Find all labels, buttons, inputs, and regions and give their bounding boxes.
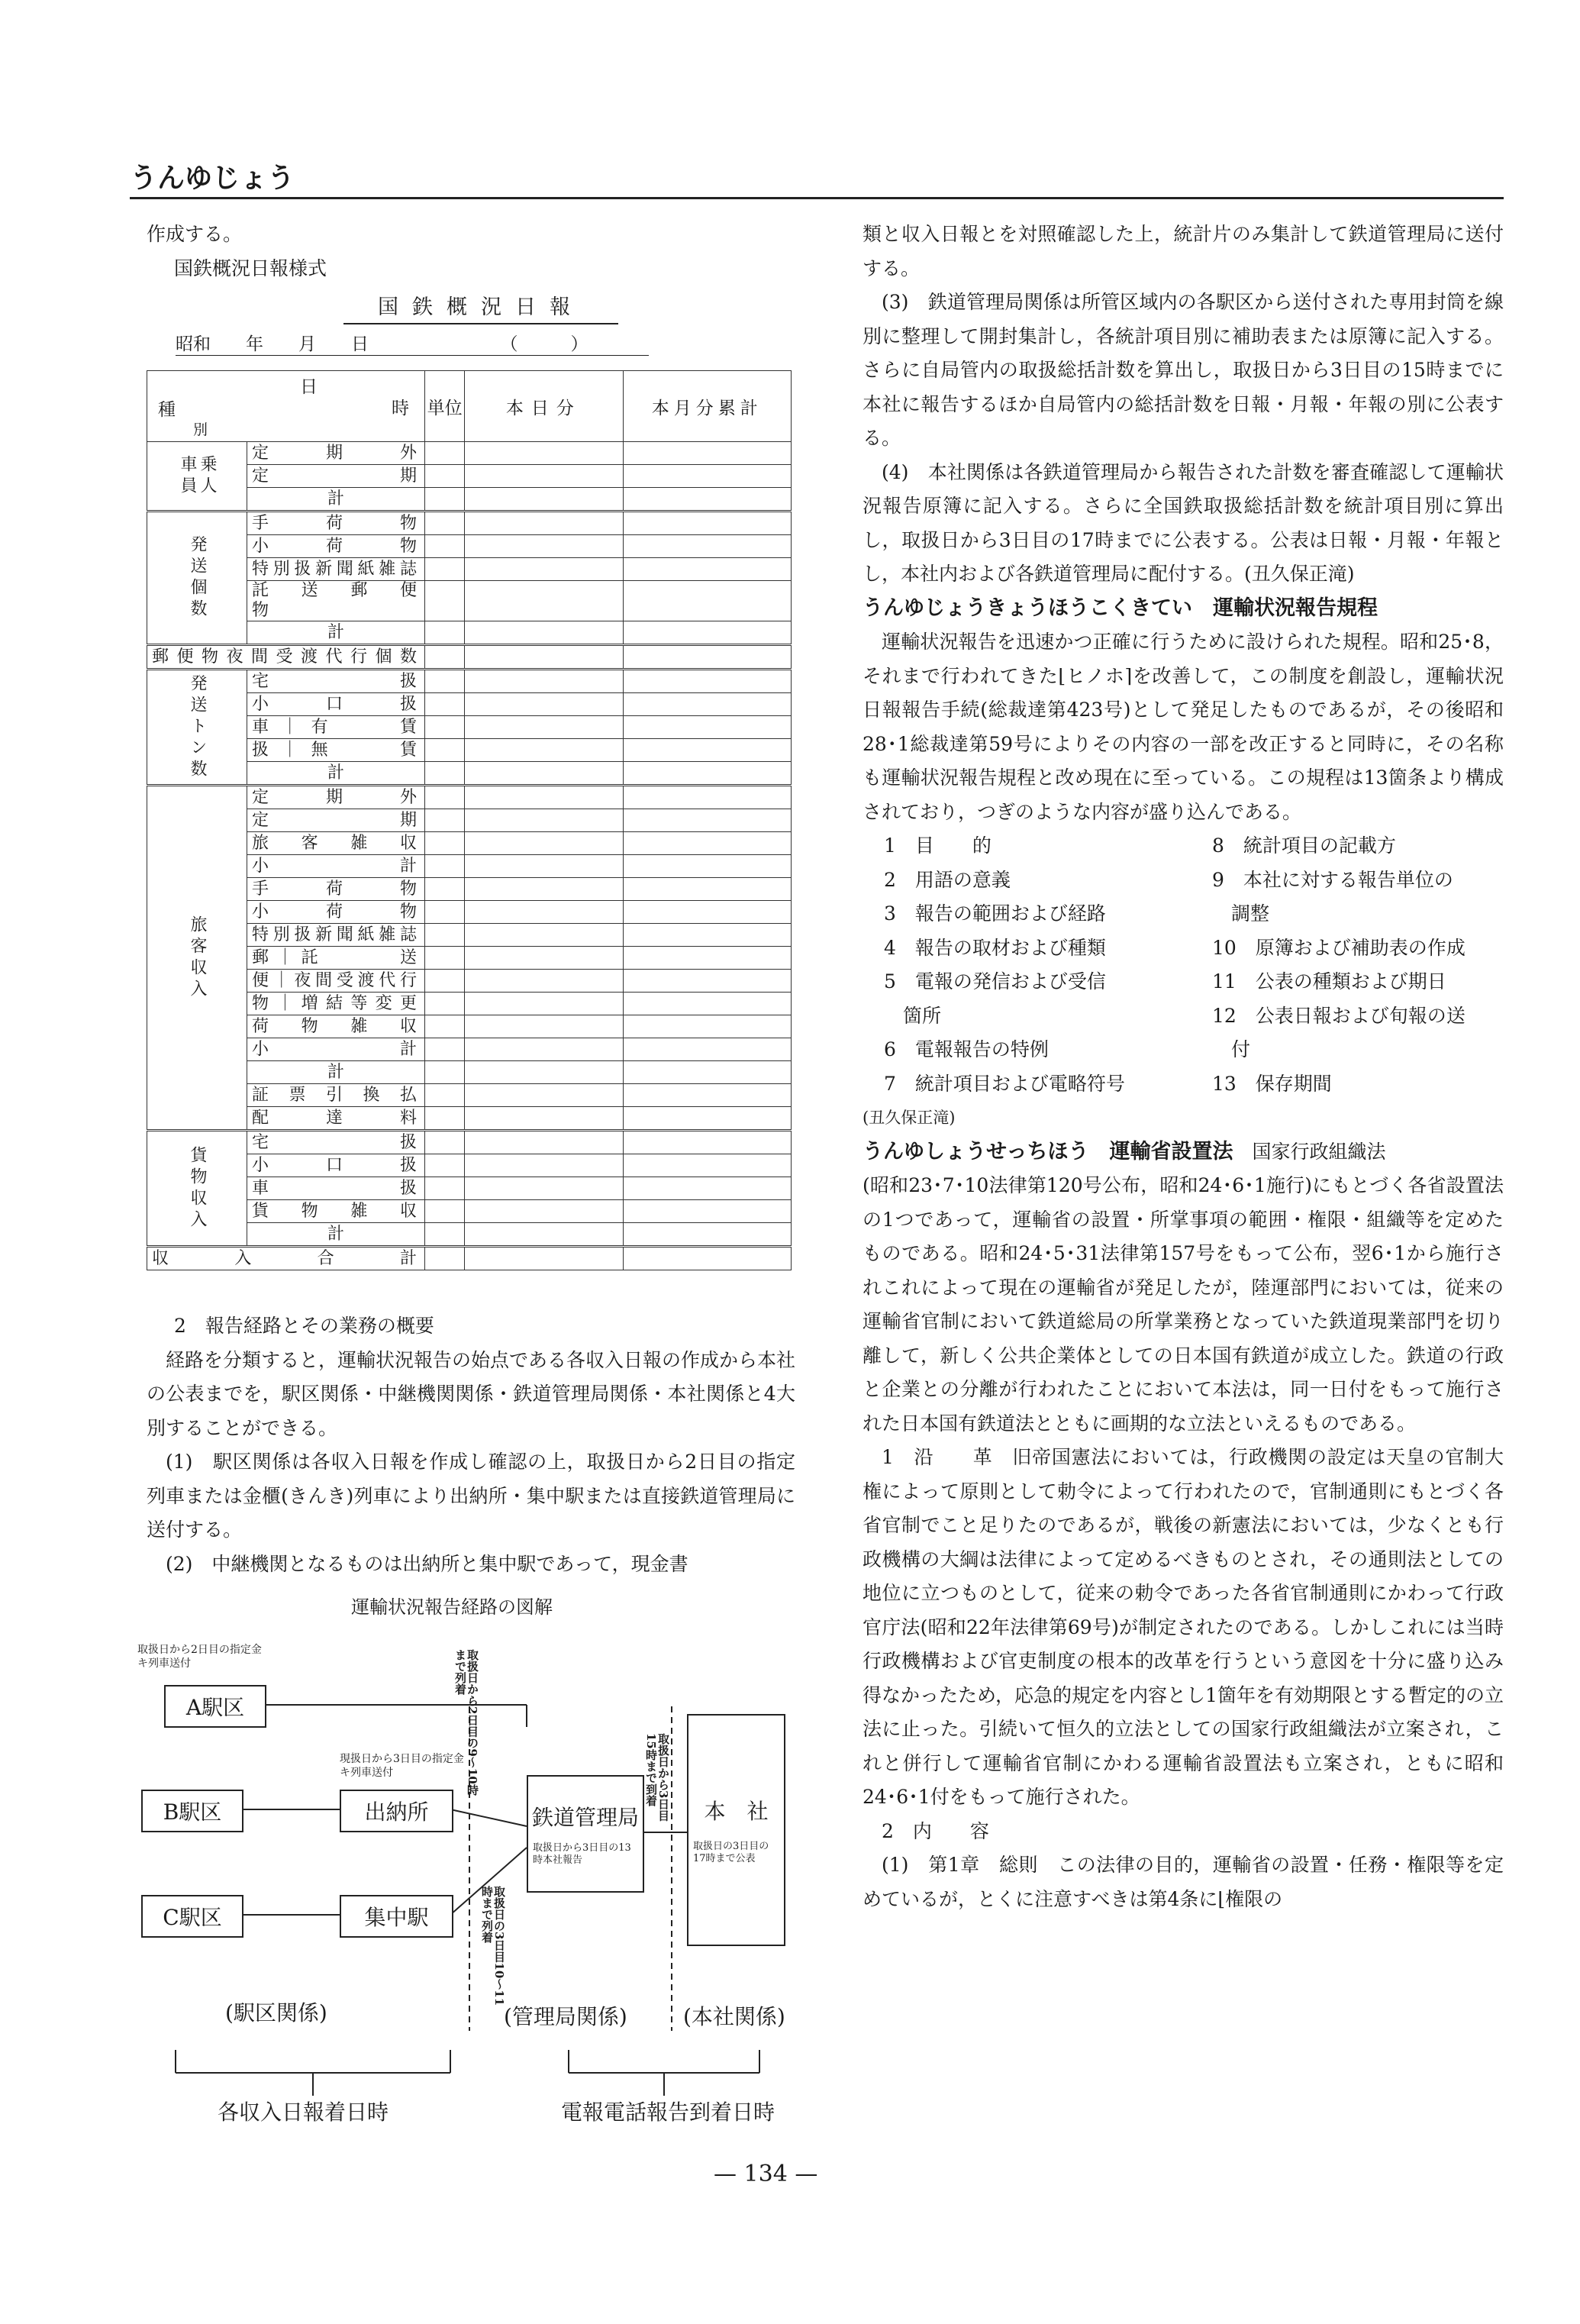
form-row-label: 物｜増結等変更: [247, 993, 425, 1015]
form-group-label: 貨物収入: [147, 1131, 247, 1247]
entry2-body-2: 1 沿 革 旧帝国憲法においては，行政機関の設定は天皇の官制大権によって原則として勅令によって行われたので，官制通則にもとづく各省官制でこと足りたのであるが，戦後の新憲法においては，少なくとも行政機構の大綱は法律によって定めるべきものとされ，その通則法としての地位に立つものとして，従来の勅令であった各省官制通則にかわって行政官庁法(昭和22年法律第69号)が制定されたのである。しかしこれには当時行政機構および官吏制度の根本的改革を行うという意図を十分に盛り込み得なかったため，応急的規定を内容とし1箇年を有効期限とする暫定的の立法に止った。引続いて恒久的立法としての国家行政組織法が立案され，これと併行して運輸省官制にかわる運輸省設置法も立案され，ともに昭和24･6･1付をもって施行された。: [863, 1446, 1504, 1808]
right-para-2: (3) 鉄道管理局関係は所管区域内の各駅区から送付された専用封筒を線別に整理して開封集計し，各統計項目別に補助表または原簿に記入する。さらに自局管内の取扱総括計数を算出し，取扱日から3日目の15時までに本社に報告するほか自局管内の総括計数を日報・月報・年報の別に公表する。: [863, 291, 1504, 449]
form-row-label: 小 計: [247, 1038, 425, 1061]
cashier-box: 出納所: [340, 1790, 453, 1832]
article-item: 9 本社に対する報告単位の: [1212, 868, 1453, 891]
intro-text: 作成する。: [147, 223, 243, 245]
form-row-label: 郵便物夜間受渡代行個数: [147, 645, 425, 670]
left-para-1: 経路を分類すると，運輸状況報告の始点である各収入日報の作成から本社の公表までを，駅区関係・中継機関関係・鉄道管理局関係・本社関係と4大別することができる。: [147, 1348, 796, 1439]
headquarters-box: [687, 1714, 785, 1946]
entry2-lead: 国家行政組織法: [1252, 1140, 1386, 1163]
form-row-label: 小 口 扱: [247, 693, 425, 716]
railway-bureau-box: [527, 1775, 644, 1893]
bottom-label-right: 電報電話報告到着日時: [561, 2100, 775, 2125]
head-unit: 単位: [424, 371, 464, 442]
note-a: 取扱日から2日目の指定金キ列車送付: [137, 1644, 262, 1670]
page-number: — 134 —: [714, 2161, 818, 2187]
article-item: 2 用語の意義: [884, 868, 1011, 891]
article-list-right: [1212, 829, 1502, 1101]
form-row-label: 収 入 合 計: [147, 1247, 425, 1270]
entry-heading-establishment-law: うんゆしょうせっちほう 運輸省設置法: [863, 1139, 1233, 1164]
form-group-label: 発送個数: [147, 512, 247, 645]
vnote-2: 取扱日の3日目10～11時まで列着: [480, 1886, 506, 2006]
article-item: 箇所: [884, 1004, 942, 1027]
form-row-label: 手 荷 物: [247, 878, 425, 901]
form-row-label: 手 荷 物: [247, 512, 425, 535]
form-row-label: 宅 扱: [247, 670, 425, 693]
article-item: 12 公表日報および旬報の送: [1212, 1004, 1466, 1027]
form-row-label: 証票引換払: [247, 1084, 425, 1107]
article-item: 付: [1212, 1038, 1251, 1060]
running-header: うんゆじょう: [130, 163, 295, 194]
form-row-label: 託 送 郵 便 物: [247, 581, 425, 621]
form-row-label: 宅 扱: [247, 1131, 425, 1154]
diagram-title: 運輸状況報告経路の図解: [351, 1596, 553, 1618]
right-column: [863, 218, 1504, 1916]
vnote-3: 取扱日から3日目15時まで到着: [644, 1733, 670, 1822]
form-row-label: 荷 物 雑 収: [247, 1015, 425, 1038]
station-c-box: C駅区: [141, 1895, 243, 1938]
entry1-signature: (丑久保正滝): [863, 1109, 956, 1127]
form-row-label: 定 期 外: [247, 442, 425, 465]
form-row-label: 計: [247, 621, 425, 645]
entry2-body-1: (昭和23･7･10法律第120号公布，昭和24･6･1施行)にもとづく各省設置法の1つであって，運輸省の設置・所掌事項の範囲・権限・組織等を定めたものである。昭和24･5･31法律第157号をもって公布，翌6･1から施行されこれによって現在の運輸省が発足したが，陸運部門においては，従来の運輸省官制において鉄道総局の所掌業務となっていた鉄道現業部門を切り離して，新しく公共企業体としての日本国有鉄道が成立した。鉄道の行政と企業との分離が行われたことにおいて本法は，同一日付をもって施行された日本国有鉄道法とともに画期的な立法といえるものである。: [863, 1174, 1504, 1435]
form-row-label: 小 口 扱: [247, 1154, 425, 1177]
form-row-label: 特別扱新聞紙雑誌: [247, 924, 425, 947]
form-row-label: 郵｜託 送: [247, 947, 425, 970]
form-row-label: 定 期: [247, 465, 425, 488]
form-row-label: 定 期: [247, 809, 425, 832]
form-row-label: 特別扱新聞紙雑誌: [247, 558, 425, 581]
left-para-3: (2) 中継機関となるものは出納所と集中駅であって，現金書: [166, 1552, 688, 1575]
article-item: 3 報告の範囲および経路: [884, 902, 1106, 925]
bureau-label: 鉄道管理局: [531, 1805, 639, 1830]
group-label-hq: (本社関係): [683, 2004, 785, 2029]
article-item: 5 電報の発信および受信: [884, 970, 1106, 993]
group-label-station: (駅区関係): [225, 2000, 327, 2025]
form-group-label: 乗人車員: [147, 442, 247, 512]
right-para-3: (4) 本社関係は各鉄道管理局から報告された計数を審査確認して運輸状況報告原簿に記入する。さらに全国鉄取扱総括計数を統計項目別に算出し，取扱日から3日目の17時までに公表する。公表は日報・月報・年報とし，本社内および各鉄道管理局に配付する。(丑久保正滝): [863, 460, 1504, 585]
entry2-body-3: 2 内 容: [882, 1819, 989, 1842]
article-item: 10 原簿および補助表の作成: [1212, 936, 1466, 959]
right-para-1: 類と収入日報とを対照確認した上，統計片のみ集計して鉄道管理局に送付する。: [863, 223, 1504, 279]
article-item: 4 報告の取材および種類: [884, 936, 1106, 959]
entry-body-report-rules: 運輸状況報告を迅速かつ正確に行うために設けられた規程。昭和25･8，それまで行われてきた⌊ヒノホ⌉を改善して，この制度を創設し，運輸状況日報報告手続(総裁達第423号)として発足したものであるが，その後昭和28･1総裁達第59号によりその内容の一部を改正すると同時に，その名称も運輸状況報告規程と改め現在に至っている。この規程は13箇条より構成されており，つぎのような内容が盛り込んである。: [863, 631, 1504, 823]
article-item: 7 統計項目および電略符号: [884, 1072, 1125, 1095]
hq-note: 取扱日の3日目の17時まで公表: [693, 1841, 769, 1864]
entry2-body-4: (1) 第1章 総則 この法律の目的，運輸省の設置・任務・権限等を定めているが，とくに注意すべきは第4条に⌊権限の: [863, 1854, 1504, 1910]
article-list: [863, 829, 1504, 1101]
form-row-label: 小 荷 物: [247, 901, 425, 924]
form-title: 国鉄概況日報: [343, 290, 618, 324]
form-row-label: 車 扱: [247, 1177, 425, 1200]
note-b: 現扱日から3日目の指定金キ列車送付: [340, 1753, 464, 1779]
form-group-label: 旅客収入: [147, 786, 247, 1131]
form-row-label: 配 達 料: [247, 1107, 425, 1131]
form-row-label: 計: [247, 1061, 425, 1084]
form-row-label: 便｜夜間受渡代行: [247, 970, 425, 993]
form-row-label: 車｜有 賃: [247, 716, 425, 739]
head-ji: 時: [391, 399, 409, 418]
form-row-label: 計: [247, 488, 425, 512]
head-month: 本月分累計: [623, 371, 792, 442]
head-hi: 日: [300, 377, 318, 397]
form-row-label: 扱｜無 賃: [247, 739, 425, 762]
station-a-box: A駅区: [164, 1685, 266, 1728]
section-heading-2: 2 報告経路とその業務の概要: [174, 1315, 434, 1337]
form-group-label: 発送トン数: [147, 670, 247, 786]
form-row-label: 小 荷 物: [247, 535, 425, 558]
left-para-2: (1) 駅区関係は各収入日報を作成し確認の上，取扱日から2日目の指定列車または金櫃(きんき)列車により出納所・集中駅または直接鉄道管理局に送付する。: [147, 1451, 795, 1541]
form-date: 昭和 年 月 日 （ ）: [176, 330, 649, 356]
form-row-label: 小 計: [247, 855, 425, 878]
head-shu: 種: [158, 400, 176, 420]
form-caption: 国鉄概況日報様式: [174, 257, 327, 279]
bottom-label-left: 各収入日報着日時: [218, 2100, 389, 2125]
form-row-label: 旅 客 雑 収: [247, 832, 425, 855]
article-item: 11 公表の種類および期日: [1212, 970, 1446, 993]
station-b-box: B駅区: [141, 1790, 243, 1832]
article-item: 13 保存期間: [1212, 1072, 1332, 1095]
collection-station-box: 集中駅: [340, 1895, 453, 1938]
article-item: 6 電報報告の特例: [884, 1038, 1049, 1060]
form-row-label: 定 期 外: [247, 786, 425, 809]
group-label-bureau: (管理局関係): [504, 2004, 627, 2029]
form-row-label: 貨 物 雑 収: [247, 1200, 425, 1223]
article-item: 調整: [1212, 902, 1270, 925]
head-today: 本日分: [465, 371, 623, 442]
form-row-label: 計: [247, 1223, 425, 1247]
article-list-left: [884, 829, 1212, 1101]
bureau-note: 取扱日から3日目の13時本社報告: [533, 1842, 631, 1866]
head-betsu: 別: [193, 421, 208, 438]
hq-label: 本 社: [704, 1799, 769, 1824]
article-item: 1 目 的: [884, 834, 992, 857]
form-row-label: 計: [247, 762, 425, 786]
article-item: 8 統計項目の記載方: [1212, 834, 1396, 857]
vnote-1: 取扱日から2日目の9～10時まで列着: [453, 1649, 479, 1796]
entry-heading-report-rules: うんゆじょうきょうほうこくきてい 運輸状況報告規程: [863, 596, 1378, 620]
